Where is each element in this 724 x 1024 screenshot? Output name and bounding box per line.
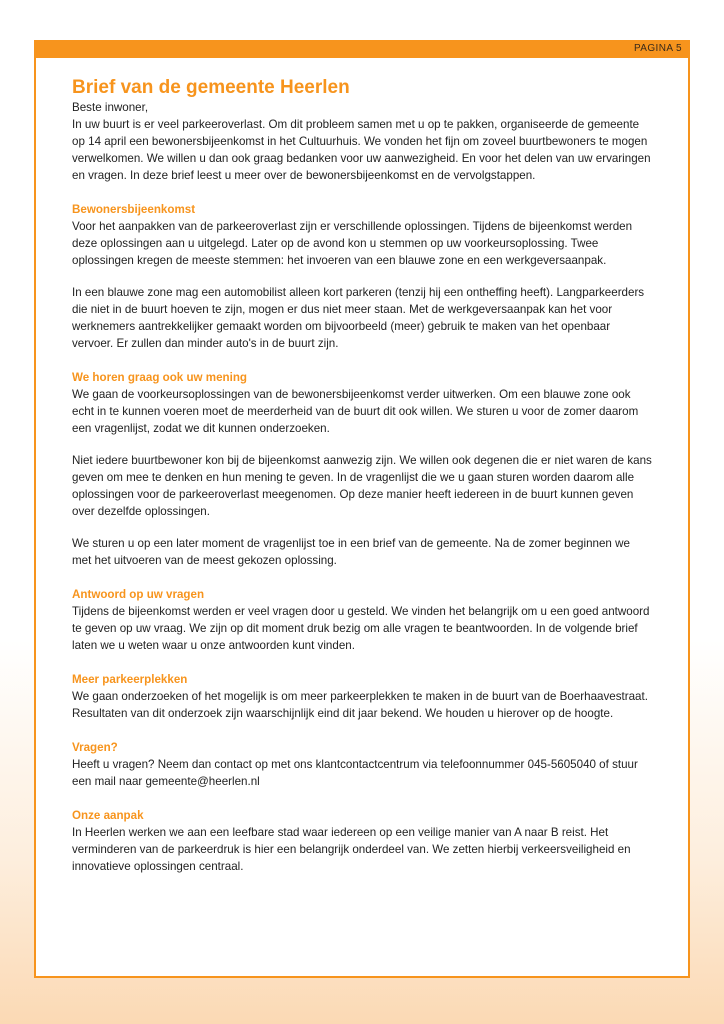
page-number: PAGINA 5 xyxy=(633,43,682,54)
letter-title: Brief van de gemeente Heerlen xyxy=(72,77,350,98)
intro-paragraph: In uw buurt is er veel parkeeroverlast. Om dit probleem samen met u op te pakken, organiseerde de gemeente op 14 april een bewonersbijeenkomst in het Cultuurhuis. We vonden het fijn om zoveel buurtbewoners te mogen verwelkomen. We willen u dan ook graag bedanken voor uw aanwezigheid. En voor het delen van uw ervaringen en vragen. In deze brief leest u meer over de bewonersbijeenkomst en de vervolgstappen. xyxy=(72,118,651,182)
salutation: Beste inwoner, xyxy=(72,101,149,114)
paragraph: Voor het aanpakken van de parkeeroverlast zijn er verschillende oplossingen. Tijdens de bijeenkomst werden deze oplossingen aan u uitgelegd. Later op de avond kon u stemmen op uw voorkeursoplossing. Twee oplossingen kregen de meeste stemmen: het invoeren van een blauwe zone en een werkgeversaanpak. xyxy=(72,220,633,267)
section-heading-vragen: Vragen? xyxy=(72,741,118,754)
paragraph: We gaan de voorkeursoplossingen van de bewonersbijeenkomst verder uitwerken. Om een blauwe zone ook echt in te kunnen voeren moet de meerderheid van de buurt dit ook willen. We sturen u voor de zomer daarom een vragenlijst, zodat we dit kunnen onderzoeken. xyxy=(72,388,639,435)
section-heading-antwoord: Antwoord op uw vragen xyxy=(72,588,205,601)
paragraph: We gaan onderzoeken of het mogelijk is om meer parkeerplekken te maken in de buurt van de Boerhaavestraat. Resultaten van dit onderzoek zijn waarschijnlijk eind dit jaar bekend. We houden u hierover op de hoogte. xyxy=(72,690,648,720)
paragraph: Tijdens de bijeenkomst werden er veel vragen door u gesteld. We vinden het belangrijk om u een goed antwoord te geven op uw vraag. We zijn op dit moment druk bezig om alle vragen te beantwoorden. In de volgende brief laten we u weten waar u onze antwoorden kunt vinden. xyxy=(72,605,650,652)
page-header-bar xyxy=(36,40,688,58)
contact-paragraph: Heeft u vragen? Neem dan contact op met ons klantcontactcentrum via telefoonnummer 045-5605040 of stuur een mail naar gemeente@heerlen.nl xyxy=(72,758,638,788)
section-heading-aanpak: Onze aanpak xyxy=(72,809,144,822)
paragraph: In Heerlen werken we aan een leefbare stad waar iedereen op een veilige manier van A naar B reist. Het verminderen van de parkeerdruk is hier een belangrijk onderdeel van. We zetten hierbij verkeersveiligheid en innovatieve oplossingen centraal. xyxy=(72,826,631,873)
letter-body xyxy=(36,58,688,875)
paragraph: In een blauwe zone mag een automobilist alleen kort parkeren (tenzij hij een ontheffing heeft). Langparkeerders die niet in de buurt hoeven te zijn, mogen er dus niet meer staan. Met de werkgeversaanpak kan het voor werknemers aantrekkelijker gemaakt worden om bijvoorbeeld (meer) gebruik te maken van het openbaar vervoer. Er zullen dan minder auto's in de buurt zijn. xyxy=(72,286,645,350)
section-heading-bewonersbijeenkomst: Bewonersbijeenkomst xyxy=(72,203,196,216)
section-heading-mening: We horen graag ook uw mening xyxy=(72,371,247,384)
paragraph: We sturen u op een later moment de vragenlijst toe in een brief van de gemeente. Na de zomer beginnen we met het uitvoeren van de meest gekozen oplossing. xyxy=(72,537,630,567)
paragraph: Niet iedere buurtbewoner kon bij de bijeenkomst aanwezig zijn. We willen ook degenen die er niet waren de kans geven om mee te denken en hun mening te geven. In de vragenlijst die we u gaan sturen worden daarom alle oplossingen voor de parkeeroverlast meegenomen. Op deze manier heeft iedereen in de buurt kunnen geven over dezelfde oplossingen. xyxy=(72,454,652,518)
section-heading-parkeerplekken: Meer parkeerplekken xyxy=(72,673,188,686)
page-frame xyxy=(34,40,690,978)
